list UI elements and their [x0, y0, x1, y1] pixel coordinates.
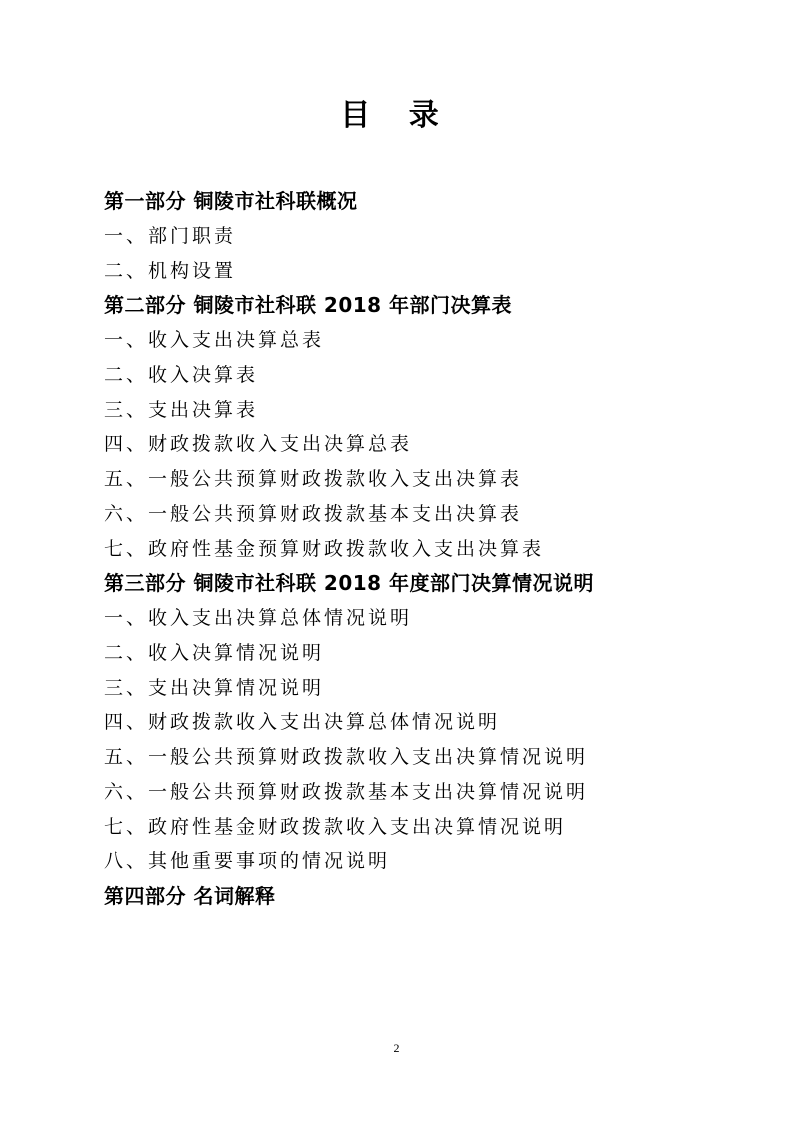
toc-item: 七、政府性基金预算财政拨款收入支出决算表 [104, 537, 545, 560]
toc-item: 一、部门职责 [104, 224, 237, 247]
toc-item: 八、其他重要事项的情况说明 [104, 850, 391, 873]
toc-item: 四、财政拨款收入支出决算总体情况说明 [104, 711, 501, 734]
toc-part-4: 第四部分 名词解释 [104, 884, 276, 908]
toc-item: 六、一般公共预算财政拨款基本支出决算情况说明 [104, 780, 589, 803]
toc-part-1: 第一部分 铜陵市社科联概况 [104, 189, 358, 213]
toc-item: 二、机构设置 [104, 259, 237, 282]
toc-item: 二、收入决算表 [104, 363, 259, 386]
toc-item: 二、收入决算情况说明 [104, 641, 325, 664]
toc-item: 一、收入支出决算总表 [104, 329, 325, 351]
toc-part-2: 第二部分 铜陵市社科联 2018 年部门决算表 [104, 293, 513, 318]
toc-item: 五、一般公共预算财政拨款收入支出决算情况说明 [104, 746, 589, 768]
toc-item: 三、支出决算情况说明 [104, 676, 325, 699]
toc-item: 四、财政拨款收入支出决算总表 [104, 433, 413, 456]
toc-item: 五、一般公共预算财政拨款收入支出决算表 [104, 468, 523, 490]
toc-item: 三、支出决算表 [104, 398, 259, 421]
page-title: 目 录 [340, 98, 453, 133]
toc-item: 一、收入支出决算总体情况说明 [104, 607, 413, 629]
table-of-contents [104, 184, 704, 914]
toc-part-3: 第三部分 铜陵市社科联 2018 年度部门决算情况说明 [104, 571, 595, 596]
page-number: 2 [393, 1041, 400, 1055]
toc-item: 七、政府性基金财政拨款收入支出决算情况说明 [104, 815, 567, 838]
toc-item: 六、一般公共预算财政拨款基本支出决算表 [104, 502, 523, 525]
